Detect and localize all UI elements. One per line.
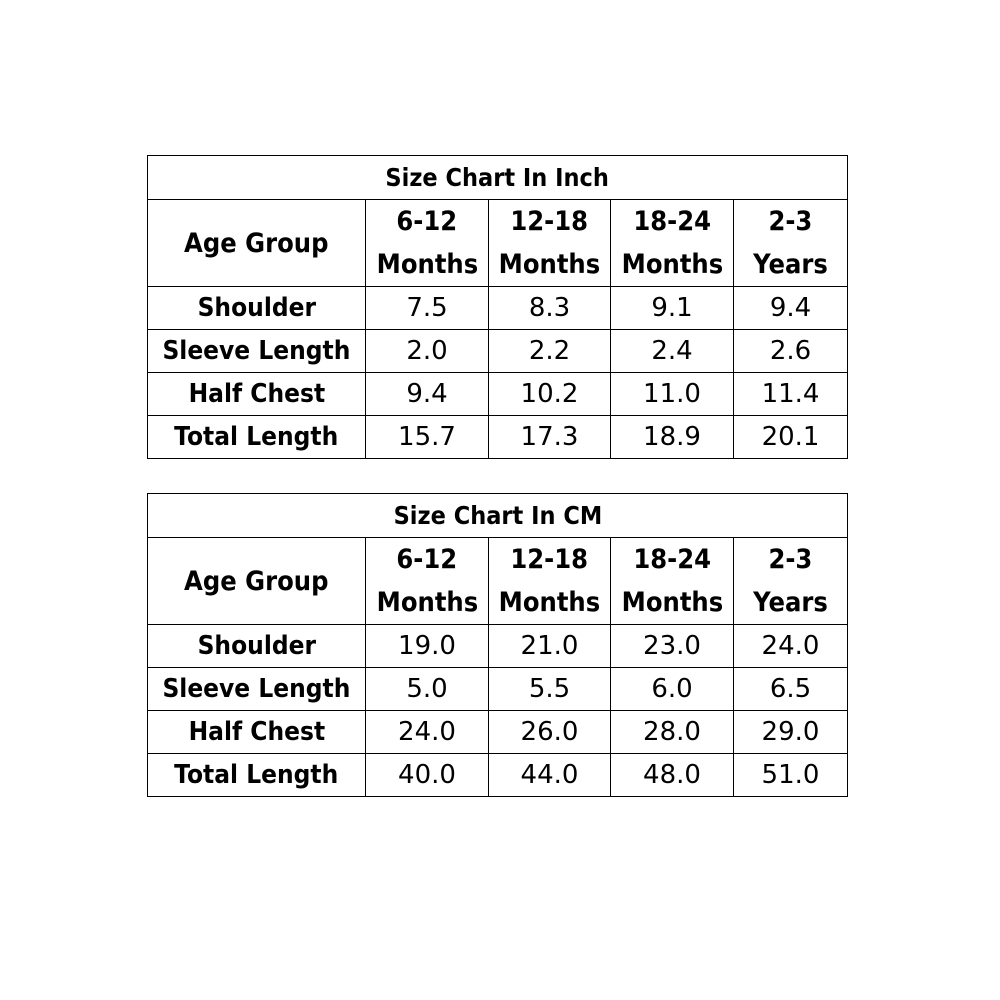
table-cell: 5.0 bbox=[366, 668, 489, 711]
table-cell: 26.0 bbox=[489, 711, 611, 754]
table-cell: 29.0 bbox=[734, 711, 848, 754]
table-cell: 2.0 bbox=[366, 330, 489, 373]
table-cell: 5.5 bbox=[489, 668, 611, 711]
column-header: 6-12 Months bbox=[366, 200, 489, 287]
table-title: Size Chart In CM bbox=[148, 494, 848, 538]
title-row bbox=[148, 156, 848, 200]
table-row bbox=[148, 711, 848, 754]
table-cell: 51.0 bbox=[734, 754, 848, 797]
table-cell: 20.1 bbox=[734, 416, 848, 459]
row-label: Sleeve Length bbox=[148, 668, 366, 711]
table-cell: 15.7 bbox=[366, 416, 489, 459]
table-cell: 9.4 bbox=[366, 373, 489, 416]
table-cell: 44.0 bbox=[489, 754, 611, 797]
table-cell: 18.9 bbox=[611, 416, 734, 459]
row-label: Total Length bbox=[148, 416, 366, 459]
table-cell: 7.5 bbox=[366, 287, 489, 330]
size-chart-inch-table bbox=[147, 155, 848, 459]
table-cell: 21.0 bbox=[489, 625, 611, 668]
table-cell: 9.1 bbox=[611, 287, 734, 330]
column-header: 2-3 Years bbox=[734, 538, 848, 625]
column-header: 2-3 Years bbox=[734, 200, 848, 287]
table-cell: 11.0 bbox=[611, 373, 734, 416]
age-group-header: Age Group bbox=[148, 200, 366, 287]
row-label: Half Chest bbox=[148, 711, 366, 754]
table-cell: 28.0 bbox=[611, 711, 734, 754]
table-cell: 6.0 bbox=[611, 668, 734, 711]
table-cell: 2.2 bbox=[489, 330, 611, 373]
table-cell: 48.0 bbox=[611, 754, 734, 797]
table-cell: 24.0 bbox=[366, 711, 489, 754]
table-row bbox=[148, 287, 848, 330]
row-label: Sleeve Length bbox=[148, 330, 366, 373]
table-cell: 10.2 bbox=[489, 373, 611, 416]
table-row bbox=[148, 668, 848, 711]
table-cell: 19.0 bbox=[366, 625, 489, 668]
table-cell: 2.6 bbox=[734, 330, 848, 373]
table-cell: 40.0 bbox=[366, 754, 489, 797]
column-header: 6-12 Months bbox=[366, 538, 489, 625]
title-row bbox=[148, 494, 848, 538]
column-header: 18-24 Months bbox=[611, 200, 734, 287]
table-cell: 9.4 bbox=[734, 287, 848, 330]
column-header: 12-18 Months bbox=[489, 200, 611, 287]
table-row bbox=[148, 754, 848, 797]
table-title: Size Chart In Inch bbox=[148, 156, 848, 200]
column-header: 12-18 Months bbox=[489, 538, 611, 625]
header-row bbox=[148, 538, 848, 625]
row-label: Shoulder bbox=[148, 287, 366, 330]
row-label: Shoulder bbox=[148, 625, 366, 668]
table-cell: 24.0 bbox=[734, 625, 848, 668]
row-label: Total Length bbox=[148, 754, 366, 797]
table-row bbox=[148, 416, 848, 459]
table-cell: 11.4 bbox=[734, 373, 848, 416]
table-row bbox=[148, 330, 848, 373]
age-group-header: Age Group bbox=[148, 538, 366, 625]
row-label: Half Chest bbox=[148, 373, 366, 416]
header-row bbox=[148, 200, 848, 287]
table-cell: 23.0 bbox=[611, 625, 734, 668]
size-chart-cm-table bbox=[147, 493, 848, 797]
table-cell: 2.4 bbox=[611, 330, 734, 373]
table-row bbox=[148, 373, 848, 416]
table-cell: 6.5 bbox=[734, 668, 848, 711]
table-cell: 8.3 bbox=[489, 287, 611, 330]
column-header: 18-24 Months bbox=[611, 538, 734, 625]
table-cell: 17.3 bbox=[489, 416, 611, 459]
table-row bbox=[148, 625, 848, 668]
